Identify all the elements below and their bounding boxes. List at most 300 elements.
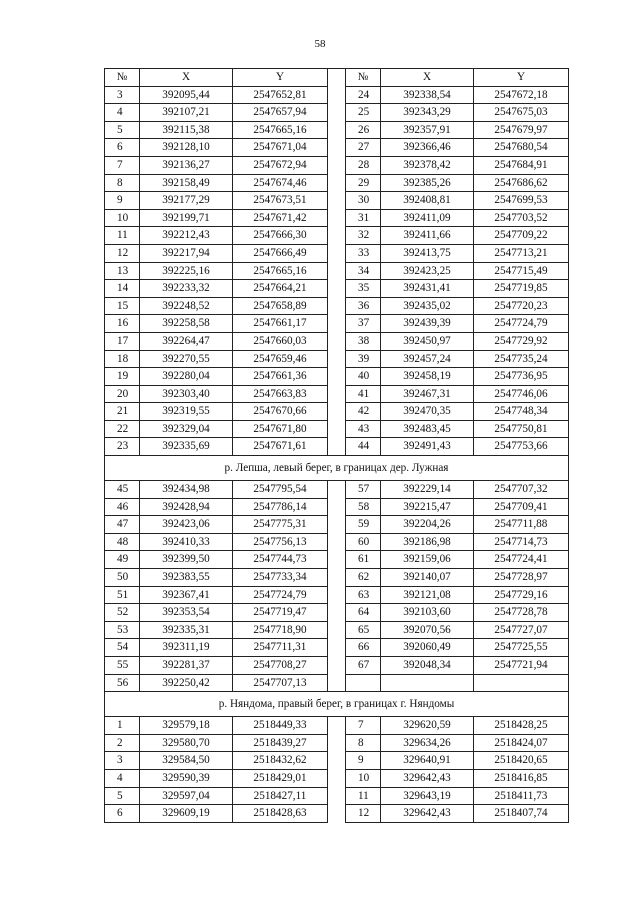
point-number-left: 14 — [105, 280, 140, 298]
point-number-right: 42 — [346, 403, 381, 421]
coord-y-right: 2547707,32 — [474, 481, 569, 499]
point-number-right: 8 — [346, 734, 381, 752]
table-row — [105, 192, 569, 210]
table-body — [105, 86, 569, 822]
point-number-right: 43 — [346, 420, 381, 438]
coord-y-left: 2547672,94 — [233, 156, 328, 174]
table-row — [105, 438, 569, 456]
point-number-right: 67 — [346, 657, 381, 675]
point-number-right: 37 — [346, 315, 381, 333]
coord-x-left: 392410,33 — [140, 533, 233, 551]
point-number-right: 61 — [346, 551, 381, 569]
coord-y-left: 2547673,51 — [233, 192, 328, 210]
table-row — [105, 717, 569, 735]
column-gap — [328, 438, 346, 456]
coord-x-left: 392428,94 — [140, 498, 233, 516]
coord-x-left: 392095,44 — [140, 86, 233, 104]
point-number-left: 55 — [105, 657, 140, 675]
coord-y-left: 2547661,17 — [233, 315, 328, 333]
point-number-right: 60 — [346, 533, 381, 551]
coord-y-left: 2547718,90 — [233, 621, 328, 639]
column-gap — [328, 315, 346, 333]
column-gap — [328, 621, 346, 639]
coord-y-left: 2518427,11 — [233, 787, 328, 805]
coord-x-left: 392158,49 — [140, 174, 233, 192]
coord-x-left: 392434,98 — [140, 481, 233, 499]
point-number-right: 9 — [346, 752, 381, 770]
coord-y-right: 2547725,55 — [474, 639, 569, 657]
coord-y-left: 2547724,79 — [233, 586, 328, 604]
coord-y-left: 2547666,30 — [233, 227, 328, 245]
coord-x-right: 392439,39 — [381, 315, 474, 333]
table-row — [105, 586, 569, 604]
coord-y-left: 2547665,16 — [233, 262, 328, 280]
coord-x-right: 392423,25 — [381, 262, 474, 280]
point-number-right: 7 — [346, 717, 381, 735]
coord-x-right: 392491,43 — [381, 438, 474, 456]
column-gap — [328, 297, 346, 315]
coord-x-left: 392177,29 — [140, 192, 233, 210]
coord-y-left: 2547733,34 — [233, 569, 328, 587]
point-number-left: 45 — [105, 481, 140, 499]
point-number-right: 40 — [346, 368, 381, 386]
coord-y-left: 2547663,83 — [233, 385, 328, 403]
coord-x-left: 392233,32 — [140, 280, 233, 298]
table-row — [105, 86, 569, 104]
table-row — [105, 139, 569, 157]
coord-x-left: 392367,41 — [140, 586, 233, 604]
point-number-left: 13 — [105, 262, 140, 280]
coord-x-right: 329642,43 — [381, 805, 474, 823]
table-row — [105, 533, 569, 551]
table-row — [105, 674, 569, 692]
point-number-right: 24 — [346, 86, 381, 104]
point-number-left: 47 — [105, 516, 140, 534]
coord-y-right: 2547711,88 — [474, 516, 569, 534]
coord-x-left: 329584,50 — [140, 752, 233, 770]
table-row — [105, 315, 569, 333]
coord-x-left: 329590,39 — [140, 769, 233, 787]
column-gap — [328, 86, 346, 104]
coord-y-right: 2547709,22 — [474, 227, 569, 245]
coord-y-left: 2518449,33 — [233, 717, 328, 735]
table-row — [105, 227, 569, 245]
coord-x-left: 392280,04 — [140, 368, 233, 386]
point-number-left: 16 — [105, 315, 140, 333]
point-number-left: 56 — [105, 674, 140, 692]
coord-y-right: 2547714,73 — [474, 533, 569, 551]
page-number: 58 — [314, 38, 326, 50]
table-row — [105, 569, 569, 587]
column-gap — [328, 192, 346, 210]
coord-y-left: 2547670,66 — [233, 403, 328, 421]
coord-x-left: 392128,10 — [140, 139, 233, 157]
coord-x-left: 392335,31 — [140, 621, 233, 639]
column-gap — [328, 674, 346, 692]
point-number-left: 1 — [105, 717, 140, 735]
coord-y-left: 2547671,80 — [233, 420, 328, 438]
coord-y-left: 2547756,13 — [233, 533, 328, 551]
point-number-right: 62 — [346, 569, 381, 587]
coord-y-right: 2518424,07 — [474, 734, 569, 752]
coord-x-left: 392319,55 — [140, 403, 233, 421]
coord-y-right: 2547715,49 — [474, 262, 569, 280]
coord-x-right: 392186,98 — [381, 533, 474, 551]
point-number-right: 34 — [346, 262, 381, 280]
column-gap — [328, 139, 346, 157]
header-y-right: Y — [474, 69, 569, 87]
coord-x-right: 392229,14 — [381, 481, 474, 499]
coord-x-right: 392483,45 — [381, 420, 474, 438]
coord-y-left: 2547652,81 — [233, 86, 328, 104]
coord-y-right: 2518428,25 — [474, 717, 569, 735]
point-number-left: 53 — [105, 621, 140, 639]
coord-y-right: 2518420,65 — [474, 752, 569, 770]
point-number-left: 4 — [105, 104, 140, 122]
coord-x-right: 392457,24 — [381, 350, 474, 368]
column-gap — [328, 280, 346, 298]
coord-y-right: 2547746,06 — [474, 385, 569, 403]
coord-x-right: 392343,29 — [381, 104, 474, 122]
coord-x-left: 392248,52 — [140, 297, 233, 315]
column-gap — [328, 121, 346, 139]
coord-x-left: 392335,69 — [140, 438, 233, 456]
coord-x-right: 392470,35 — [381, 403, 474, 421]
coordinates-table — [104, 68, 569, 823]
coord-y-right — [474, 674, 569, 692]
point-number-left: 49 — [105, 551, 140, 569]
column-gap — [328, 717, 346, 735]
table-row — [105, 752, 569, 770]
coord-y-right: 2547719,85 — [474, 280, 569, 298]
coord-x-right: 392204,26 — [381, 516, 474, 534]
point-number-left: 19 — [105, 368, 140, 386]
column-gap — [328, 805, 346, 823]
table-row — [105, 280, 569, 298]
coord-y-right: 2547724,79 — [474, 315, 569, 333]
table-row — [105, 297, 569, 315]
coord-x-right: 392435,02 — [381, 297, 474, 315]
table-row — [105, 621, 569, 639]
coord-y-right: 2518416,85 — [474, 769, 569, 787]
point-number-left: 12 — [105, 244, 140, 262]
coord-y-left: 2547719,47 — [233, 604, 328, 622]
header-num-left: № — [105, 69, 140, 87]
coord-x-left: 392258,58 — [140, 315, 233, 333]
coord-x-left: 392303,40 — [140, 385, 233, 403]
coord-y-right: 2518407,74 — [474, 805, 569, 823]
point-number-left: 5 — [105, 121, 140, 139]
coord-y-right: 2547736,95 — [474, 368, 569, 386]
point-number-right: 59 — [346, 516, 381, 534]
point-number-left: 17 — [105, 332, 140, 350]
coord-y-right: 2547729,16 — [474, 586, 569, 604]
table-row — [105, 403, 569, 421]
coord-x-left: 329609,19 — [140, 805, 233, 823]
column-gap — [328, 262, 346, 280]
point-number-right — [346, 674, 381, 692]
coord-y-right: 2547728,78 — [474, 604, 569, 622]
coord-y-right: 2547672,18 — [474, 86, 569, 104]
point-number-right: 39 — [346, 350, 381, 368]
point-number-right: 63 — [346, 586, 381, 604]
section-title-row — [105, 456, 569, 481]
coord-y-left: 2547671,61 — [233, 438, 328, 456]
table-row — [105, 657, 569, 675]
coord-x-right: 392121,08 — [381, 586, 474, 604]
coord-x-right: 329640,91 — [381, 752, 474, 770]
point-number-left: 50 — [105, 569, 140, 587]
column-gap — [328, 368, 346, 386]
column-gap — [328, 734, 346, 752]
coord-x-right: 392103,60 — [381, 604, 474, 622]
point-number-left: 18 — [105, 350, 140, 368]
coord-y-left: 2518432,62 — [233, 752, 328, 770]
point-number-left: 6 — [105, 139, 140, 157]
point-number-right: 64 — [346, 604, 381, 622]
point-number-left: 7 — [105, 156, 140, 174]
column-gap — [328, 69, 346, 87]
coord-x-right: 392366,46 — [381, 139, 474, 157]
coord-x-right: 329620,59 — [381, 717, 474, 735]
coord-y-right: 2547686,62 — [474, 174, 569, 192]
table-row — [105, 332, 569, 350]
point-number-right: 31 — [346, 209, 381, 227]
coord-y-right: 2547735,24 — [474, 350, 569, 368]
coord-x-right: 392048,34 — [381, 657, 474, 675]
point-number-right: 33 — [346, 244, 381, 262]
coord-x-left: 392199,71 — [140, 209, 233, 227]
coord-y-right: 2547703,52 — [474, 209, 569, 227]
coord-y-right: 2547679,97 — [474, 121, 569, 139]
coord-x-right: 392215,47 — [381, 498, 474, 516]
point-number-right: 29 — [346, 174, 381, 192]
point-number-left: 9 — [105, 192, 140, 210]
point-number-right: 12 — [346, 805, 381, 823]
coord-x-left: 392212,43 — [140, 227, 233, 245]
coord-x-right: 329643,19 — [381, 787, 474, 805]
coord-y-left: 2547665,16 — [233, 121, 328, 139]
coord-x-left: 392399,50 — [140, 551, 233, 569]
section-title: р. Няндома, правый берег, в границах г. Няндомы — [105, 692, 569, 717]
column-gap — [328, 481, 346, 499]
coord-x-right — [381, 674, 474, 692]
coord-x-right: 392413,75 — [381, 244, 474, 262]
table-row — [105, 734, 569, 752]
coord-y-right: 2547750,81 — [474, 420, 569, 438]
table-row — [105, 385, 569, 403]
coord-x-right: 392458,19 — [381, 368, 474, 386]
coord-x-left: 392107,21 — [140, 104, 233, 122]
point-number-right: 44 — [346, 438, 381, 456]
table-row — [105, 551, 569, 569]
point-number-left: 54 — [105, 639, 140, 657]
point-number-left: 5 — [105, 787, 140, 805]
point-number-left: 15 — [105, 297, 140, 315]
coord-x-right: 329634,26 — [381, 734, 474, 752]
coord-x-right: 392385,26 — [381, 174, 474, 192]
coord-x-left: 392270,55 — [140, 350, 233, 368]
column-gap — [328, 604, 346, 622]
coord-x-right: 329642,43 — [381, 769, 474, 787]
point-number-left: 46 — [105, 498, 140, 516]
coord-y-left: 2547659,46 — [233, 350, 328, 368]
column-gap — [328, 403, 346, 421]
point-number-left: 22 — [105, 420, 140, 438]
coord-y-left: 2547657,94 — [233, 104, 328, 122]
column-gap — [328, 174, 346, 192]
coord-x-right: 392467,31 — [381, 385, 474, 403]
coord-x-left: 392353,54 — [140, 604, 233, 622]
coord-x-right: 392450,97 — [381, 332, 474, 350]
coord-y-left: 2547671,42 — [233, 209, 328, 227]
coord-x-left: 392383,55 — [140, 569, 233, 587]
coord-x-left: 392281,37 — [140, 657, 233, 675]
column-gap — [328, 227, 346, 245]
table-row — [105, 262, 569, 280]
column-gap — [328, 332, 346, 350]
point-number-right: 26 — [346, 121, 381, 139]
coord-x-right: 392357,91 — [381, 121, 474, 139]
coord-y-right: 2547727,07 — [474, 621, 569, 639]
coord-y-right: 2547720,23 — [474, 297, 569, 315]
column-gap — [328, 498, 346, 516]
column-gap — [328, 350, 346, 368]
coord-x-left: 392264,47 — [140, 332, 233, 350]
coord-y-right: 2547709,41 — [474, 498, 569, 516]
point-number-left: 20 — [105, 385, 140, 403]
point-number-right: 27 — [346, 139, 381, 157]
coord-y-right: 2547729,92 — [474, 332, 569, 350]
coord-x-left: 329580,70 — [140, 734, 233, 752]
point-number-left: 11 — [105, 227, 140, 245]
point-number-left: 21 — [105, 403, 140, 421]
column-gap — [328, 551, 346, 569]
table-row — [105, 639, 569, 657]
coord-x-left: 392225,16 — [140, 262, 233, 280]
point-number-right: 65 — [346, 621, 381, 639]
point-number-right: 10 — [346, 769, 381, 787]
coord-y-right: 2518411,73 — [474, 787, 569, 805]
coord-y-left: 2547711,31 — [233, 639, 328, 657]
point-number-right: 32 — [346, 227, 381, 245]
coord-y-left: 2547674,46 — [233, 174, 328, 192]
coord-x-left: 392115,38 — [140, 121, 233, 139]
coord-x-right: 392408,81 — [381, 192, 474, 210]
point-number-left: 51 — [105, 586, 140, 604]
section-title: р. Лепша, левый берег, в границах дер. Лужная — [105, 456, 569, 481]
column-gap — [328, 385, 346, 403]
column-gap — [328, 156, 346, 174]
point-number-left: 3 — [105, 752, 140, 770]
point-number-left: 6 — [105, 805, 140, 823]
coord-y-right: 2547684,91 — [474, 156, 569, 174]
coord-x-left: 392250,42 — [140, 674, 233, 692]
coord-y-right: 2547753,66 — [474, 438, 569, 456]
coord-y-right: 2547724,41 — [474, 551, 569, 569]
coord-x-right: 392060,49 — [381, 639, 474, 657]
coord-x-left: 392423,06 — [140, 516, 233, 534]
column-gap — [328, 244, 346, 262]
coord-x-left: 392136,27 — [140, 156, 233, 174]
point-number-left: 52 — [105, 604, 140, 622]
coord-x-left: 392217,94 — [140, 244, 233, 262]
table-row — [105, 769, 569, 787]
table-row — [105, 420, 569, 438]
table-row — [105, 104, 569, 122]
coord-y-left: 2547708,27 — [233, 657, 328, 675]
point-number-left: 23 — [105, 438, 140, 456]
coord-y-right: 2547680,54 — [474, 139, 569, 157]
coord-y-left: 2547660,03 — [233, 332, 328, 350]
coord-y-left: 2547671,04 — [233, 139, 328, 157]
column-gap — [328, 586, 346, 604]
coord-y-left: 2547786,14 — [233, 498, 328, 516]
table-row — [105, 481, 569, 499]
coord-x-right: 392411,09 — [381, 209, 474, 227]
column-gap — [328, 209, 346, 227]
point-number-right: 25 — [346, 104, 381, 122]
column-gap — [328, 516, 346, 534]
header-x-left: X — [140, 69, 233, 87]
point-number-left: 2 — [105, 734, 140, 752]
coord-x-left: 392329,04 — [140, 420, 233, 438]
coord-x-left: 329597,04 — [140, 787, 233, 805]
point-number-right: 41 — [346, 385, 381, 403]
coord-y-left: 2547666,49 — [233, 244, 328, 262]
point-number-right: 36 — [346, 297, 381, 315]
column-gap — [328, 569, 346, 587]
coord-y-left: 2518428,63 — [233, 805, 328, 823]
point-number-right: 58 — [346, 498, 381, 516]
column-gap — [328, 420, 346, 438]
point-number-right: 35 — [346, 280, 381, 298]
coord-x-right: 392431,41 — [381, 280, 474, 298]
column-gap — [328, 104, 346, 122]
coord-y-left: 2547795,54 — [233, 481, 328, 499]
table-row — [105, 787, 569, 805]
table-header-row — [105, 69, 569, 87]
point-number-left: 10 — [105, 209, 140, 227]
point-number-right: 28 — [346, 156, 381, 174]
coord-y-left: 2547661,36 — [233, 368, 328, 386]
point-number-left: 4 — [105, 769, 140, 787]
coord-x-right: 392140,07 — [381, 569, 474, 587]
point-number-left: 8 — [105, 174, 140, 192]
table-row — [105, 805, 569, 823]
table-row — [105, 244, 569, 262]
coord-y-right: 2547713,21 — [474, 244, 569, 262]
table-row — [105, 604, 569, 622]
coord-x-left: 392311,19 — [140, 639, 233, 657]
coord-x-left: 329579,18 — [140, 717, 233, 735]
column-gap — [328, 769, 346, 787]
coord-x-right: 392338,54 — [381, 86, 474, 104]
table-row — [105, 516, 569, 534]
section-title-row — [105, 692, 569, 717]
table-row — [105, 156, 569, 174]
coord-x-right: 392159,06 — [381, 551, 474, 569]
table-row — [105, 350, 569, 368]
table-row — [105, 209, 569, 227]
point-number-right: 57 — [346, 481, 381, 499]
coord-y-left: 2518439,27 — [233, 734, 328, 752]
column-gap — [328, 657, 346, 675]
coord-y-left: 2547658,89 — [233, 297, 328, 315]
table-row — [105, 121, 569, 139]
coord-y-right: 2547721,94 — [474, 657, 569, 675]
column-gap — [328, 533, 346, 551]
